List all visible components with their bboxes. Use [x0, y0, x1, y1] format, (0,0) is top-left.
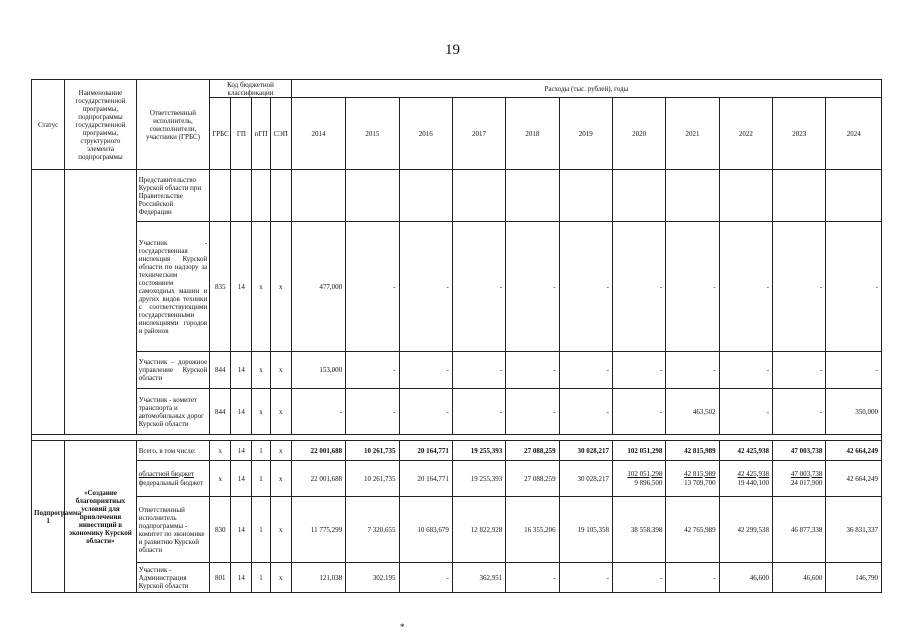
value-cell: 22 001,688 — [291, 441, 345, 461]
gp-cell — [231, 170, 252, 222]
value-cell: 19 105,358 — [559, 497, 612, 563]
value-cell: 46,600 — [773, 563, 826, 593]
footer-mark: * — [400, 622, 405, 632]
value-cell: 30 028,217 — [559, 461, 612, 497]
value-cell — [666, 461, 719, 497]
pgp-cell: х — [252, 352, 270, 389]
gp-cell: 14 — [231, 461, 252, 497]
value-cell: - — [506, 563, 559, 593]
regional-value: 102 051,298 — [627, 469, 663, 478]
value-cell: 302,195 — [346, 563, 399, 593]
header-year: 2020 — [612, 98, 665, 170]
value-cell: 19 255,393 — [452, 441, 505, 461]
value-cell: 42 765,989 — [666, 497, 719, 563]
grbs-cell — [210, 170, 231, 222]
grbs-cell: 844 — [210, 352, 231, 389]
header-code-group: Код бюджетной классификации — [210, 80, 292, 98]
header-status: Статус — [32, 80, 65, 170]
header-year: 2019 — [559, 98, 612, 170]
header-year: 2018 — [506, 98, 559, 170]
subprogram-name: «Создание благоприятных условий для привлечения инвестиций в экономику Курской области» — [65, 441, 136, 593]
value-cell — [719, 170, 772, 222]
value-cell: 10 261,735 — [346, 461, 399, 497]
value-cell: - — [452, 389, 505, 435]
status-cell-empty — [32, 170, 65, 435]
value-cell — [719, 461, 772, 497]
grbs-cell: х — [210, 461, 231, 497]
executor-cell — [136, 461, 210, 497]
value-cell: - — [773, 222, 826, 352]
value-cell: 20 164,771 — [399, 461, 452, 497]
gp-cell: 14 — [231, 497, 252, 563]
value-cell: 20 164,771 — [399, 441, 452, 461]
federal-value: 13 709,700 — [684, 478, 716, 487]
value-cell: 22 001,688 — [291, 461, 345, 497]
gp-cell: 14 — [231, 441, 252, 461]
value-cell: - — [506, 222, 559, 352]
header-year: 2023 — [773, 98, 826, 170]
table-row — [32, 389, 882, 435]
sep-cell: х — [270, 461, 291, 497]
value-cell: 27 088,259 — [506, 461, 559, 497]
header-year: 2021 — [666, 98, 719, 170]
value-cell: - — [399, 389, 452, 435]
pgp-cell: 1 — [252, 563, 270, 593]
value-cell: - — [826, 352, 882, 389]
regional-value: 42 425,938 — [737, 469, 770, 478]
pgp-cell: 1 — [252, 441, 270, 461]
table-row — [32, 222, 882, 352]
value-cell: - — [612, 563, 665, 593]
value-cell: - — [452, 222, 505, 352]
grbs-cell: х — [210, 441, 231, 461]
value-cell: - — [666, 563, 719, 593]
value-cell: - — [399, 222, 452, 352]
value-cell: 7 320,655 — [346, 497, 399, 563]
value-cell: 47 003,738 — [773, 441, 826, 461]
executor-cell: Ответственный исполнитель подпрограммы - комитет по экономике и развитию Курской области — [136, 497, 210, 563]
value-cell: 102 051,298 — [612, 441, 665, 461]
value-cell: 36 831,337 — [826, 497, 882, 563]
value-cell: - — [612, 352, 665, 389]
value-cell: - — [506, 352, 559, 389]
value-cell: - — [666, 222, 719, 352]
value-cell — [612, 461, 665, 497]
value-cell — [291, 170, 345, 222]
value-cell — [452, 170, 505, 222]
table-row — [32, 441, 882, 461]
value-cell: 10 261,735 — [346, 441, 399, 461]
value-cell — [666, 170, 719, 222]
value-cell: - — [559, 563, 612, 593]
value-cell: 19 255,393 — [452, 461, 505, 497]
gp-cell: 14 — [231, 222, 252, 352]
value-cell: 38 558,398 — [612, 497, 665, 563]
sep-cell: х — [270, 389, 291, 435]
value-cell: - — [291, 389, 345, 435]
value-cell: 153,000 — [291, 352, 345, 389]
value-cell — [826, 170, 882, 222]
value-cell: - — [719, 222, 772, 352]
executor-cell: Участник - государственная инспекция Курской области по надзору за техническим состоянием самоходных машин и других видов техники с соответствующими государственными инспекциями городов и районов — [136, 222, 210, 352]
value-cell: - — [399, 563, 452, 593]
header-year: 2014 — [291, 98, 345, 170]
federal-budget-label: федеральный бюджет — [138, 478, 204, 487]
gp-cell: 14 — [231, 352, 252, 389]
value-cell: - — [346, 389, 399, 435]
value-cell: 12 822,928 — [452, 497, 505, 563]
executor-cell: Участник - комитет транспорта и автомобильных дорог Курской области — [136, 389, 210, 435]
value-cell: 42 664,249 — [826, 441, 882, 461]
grbs-cell: 844 — [210, 389, 231, 435]
sep-cell — [270, 170, 291, 222]
pgp-cell: х — [252, 389, 270, 435]
sep-cell: х — [270, 352, 291, 389]
value-cell: 146,790 — [826, 563, 882, 593]
value-cell: 463,502 — [666, 389, 719, 435]
value-cell: - — [612, 389, 665, 435]
value-cell: 42 299,538 — [719, 497, 772, 563]
federal-value: 9 896,500 — [634, 478, 663, 487]
value-cell: - — [559, 352, 612, 389]
value-cell: - — [506, 389, 559, 435]
executor-cell: Представительство Курской области при Правительстве Российской Федерации — [136, 170, 210, 222]
value-cell: - — [773, 389, 826, 435]
value-cell: - — [346, 352, 399, 389]
value-cell — [773, 461, 826, 497]
sep-cell: х — [270, 563, 291, 593]
value-cell — [559, 170, 612, 222]
value-cell: 121,038 — [291, 563, 345, 593]
header-year: 2015 — [346, 98, 399, 170]
page-number: 19 — [445, 42, 460, 58]
federal-value: 24 017,900 — [790, 478, 823, 487]
value-cell: - — [559, 222, 612, 352]
federal-value: 19 440,100 — [737, 478, 770, 487]
pgp-cell: 1 — [252, 497, 270, 563]
header-executor: Ответственный исполнитель, соисполнители, участники (ГРБС) — [136, 80, 210, 170]
value-cell: 42 425,938 — [719, 441, 772, 461]
header-gp: ГП — [231, 98, 252, 170]
value-cell: - — [346, 222, 399, 352]
value-cell: 362,951 — [452, 563, 505, 593]
table-row — [32, 352, 882, 389]
value-cell: - — [826, 222, 882, 352]
regional-budget-label: областной бюджет — [138, 469, 195, 478]
value-cell: 42 664,249 — [826, 461, 882, 497]
value-cell — [612, 170, 665, 222]
table-row — [32, 497, 882, 563]
value-cell: 46,600 — [719, 563, 772, 593]
value-cell: - — [773, 352, 826, 389]
pgp-cell — [252, 170, 270, 222]
sep-cell: х — [270, 441, 291, 461]
header-name: Наименование государственной программы, подпрограммы государственной программы, структурного элемента подпрограммы — [65, 80, 136, 170]
table-row — [32, 461, 882, 497]
regional-value: 47 003,738 — [790, 469, 823, 478]
executor-cell: Участник - Администрация Курской области — [136, 563, 210, 593]
header-grbs: ГРБС — [210, 98, 231, 170]
value-cell — [346, 170, 399, 222]
executor-cell: Всего, в том числе: — [136, 441, 210, 461]
header-expenses-group: Расходы (тыс. рублей), годы — [291, 80, 881, 98]
grbs-cell: 830 — [210, 497, 231, 563]
value-cell: - — [719, 352, 772, 389]
value-cell: 30 028,217 — [559, 441, 612, 461]
value-cell: - — [399, 352, 452, 389]
sep-cell: х — [270, 222, 291, 352]
subprogram-status: Подпрограмма 1 — [32, 441, 65, 593]
value-cell: 477,000 — [291, 222, 345, 352]
value-cell: 350,000 — [826, 389, 882, 435]
value-cell — [399, 170, 452, 222]
value-cell: 27 088,259 — [506, 441, 559, 461]
regional-value: 42 815,989 — [684, 469, 716, 478]
pgp-cell: 1 — [252, 461, 270, 497]
pgp-cell: х — [252, 222, 270, 352]
table-row — [32, 563, 882, 593]
header-year: 2022 — [719, 98, 772, 170]
grbs-cell: 835 — [210, 222, 231, 352]
sep-cell: х — [270, 497, 291, 563]
value-cell: 10 683,679 — [399, 497, 452, 563]
value-cell: - — [666, 352, 719, 389]
value-cell: - — [612, 222, 665, 352]
name-cell-empty — [65, 170, 136, 435]
value-cell: 16 355,206 — [506, 497, 559, 563]
header-pgp: пГП — [252, 98, 270, 170]
value-cell: - — [559, 389, 612, 435]
gp-cell: 14 — [231, 563, 252, 593]
value-cell: - — [719, 389, 772, 435]
value-cell — [506, 170, 559, 222]
value-cell: - — [452, 352, 505, 389]
budget-table — [31, 79, 882, 593]
gp-cell: 14 — [231, 389, 252, 435]
header-year: 2016 — [399, 98, 452, 170]
value-cell — [773, 170, 826, 222]
grbs-cell: 801 — [210, 563, 231, 593]
executor-cell: Участник - дорожное управление Курской области — [136, 352, 210, 389]
value-cell: 42 815,989 — [666, 441, 719, 461]
header-year: 2024 — [826, 98, 882, 170]
value-cell: 46 877,338 — [773, 497, 826, 563]
table-row — [32, 170, 882, 222]
value-cell: 11 775,299 — [291, 497, 345, 563]
header-sep: СЭП — [270, 98, 291, 170]
header-year: 2017 — [452, 98, 505, 170]
